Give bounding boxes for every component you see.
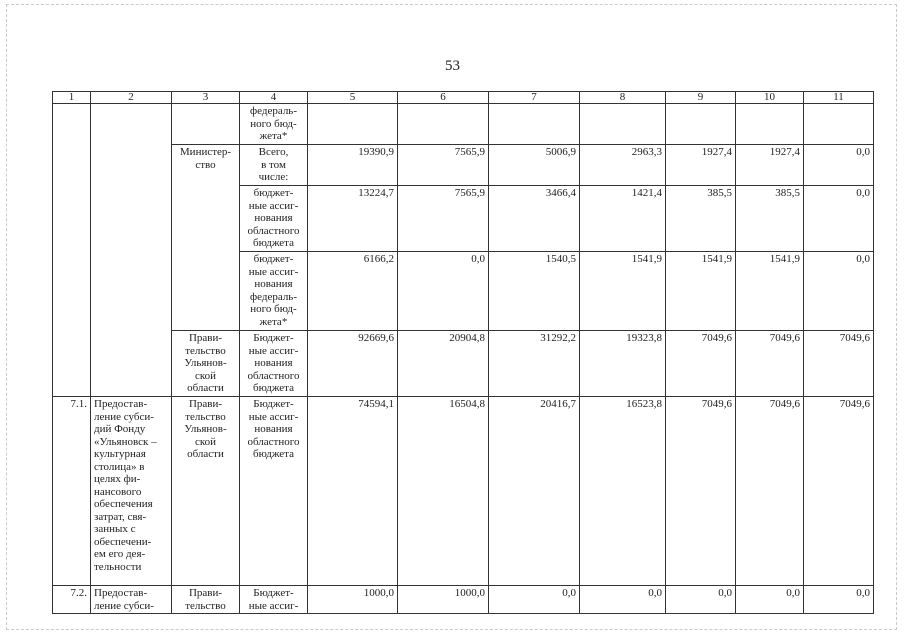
column-header: 5 — [308, 92, 398, 104]
value-cell: 0,0 — [804, 252, 874, 331]
value-cell: 92669,6 — [308, 331, 398, 397]
column-header-row — [53, 92, 874, 104]
executor-cell: Прави- тельство Ульянов- ской области — [172, 397, 240, 586]
value-cell: 7049,6 — [736, 331, 804, 397]
value-cell: 7049,6 — [666, 397, 736, 586]
column-header: 10 — [736, 92, 804, 104]
value-cell: 20416,7 — [489, 397, 580, 586]
value-cell: 1541,9 — [666, 252, 736, 331]
funding-source-cell: федераль- ного бюд- жета* — [240, 104, 308, 145]
column-header: 6 — [398, 92, 489, 104]
item-name-cell: Предостав- ление субси- — [91, 586, 172, 614]
funding-source-cell: бюджет- ные ассиг- нования областного бюджета — [240, 186, 308, 252]
value-cell: 0,0 — [489, 586, 580, 614]
value-cell: 1927,4 — [666, 145, 736, 186]
page-number: 53 — [445, 58, 460, 74]
value-cell: 16504,8 — [398, 397, 489, 586]
value-cell — [308, 104, 398, 145]
executor-cell: Прави- тельство — [172, 586, 240, 614]
value-cell: 16523,8 — [580, 397, 666, 586]
value-cell: 19323,8 — [580, 331, 666, 397]
value-cell: 20904,8 — [398, 331, 489, 397]
item-number-cell: 7.2. — [53, 586, 91, 614]
value-cell: 0,0 — [736, 586, 804, 614]
executor-cell: Министер- ство — [172, 145, 240, 331]
funding-source-cell: Бюджет- ные ассиг- нования областного бюджета — [240, 397, 308, 586]
value-cell: 0,0 — [580, 586, 666, 614]
value-cell: 13224,7 — [308, 186, 398, 252]
value-cell: 19390,9 — [308, 145, 398, 186]
value-cell: 74594,1 — [308, 397, 398, 586]
column-header: 11 — [804, 92, 874, 104]
column-header: 2 — [91, 92, 172, 104]
value-cell: 1421,4 — [580, 186, 666, 252]
value-cell — [666, 104, 736, 145]
value-cell — [489, 104, 580, 145]
value-cell: 3466,4 — [489, 186, 580, 252]
funding-source-cell: Всего, в том числе: — [240, 145, 308, 186]
value-cell: 7049,6 — [736, 397, 804, 586]
funding-source-cell: Бюджет- ные ассиг- нования областного бюджета — [240, 331, 308, 397]
value-cell: 7565,9 — [398, 145, 489, 186]
executor-cell: Прави- тельство Ульянов- ской области — [172, 331, 240, 397]
value-cell: 7049,6 — [804, 397, 874, 586]
item-number-cell — [53, 104, 91, 397]
item-name-cell: Предостав- ление субси- дий Фонду «Ульяновск – культурная столица» в целях фи- нансового обеспечения затрат, свя- занных с обеспечени- ем его дея- тельности — [91, 397, 172, 586]
value-cell: 1000,0 — [308, 586, 398, 614]
value-cell: 31292,2 — [489, 331, 580, 397]
column-header: 8 — [580, 92, 666, 104]
value-cell: 0,0 — [804, 586, 874, 614]
value-cell — [736, 104, 804, 145]
value-cell: 5006,9 — [489, 145, 580, 186]
table-row — [53, 586, 874, 614]
budget-table — [52, 91, 874, 614]
value-cell: 1541,9 — [736, 252, 804, 331]
value-cell — [804, 104, 874, 145]
column-header: 4 — [240, 92, 308, 104]
value-cell — [398, 104, 489, 145]
value-cell: 1927,4 — [736, 145, 804, 186]
value-cell: 6166,2 — [308, 252, 398, 331]
value-cell: 1000,0 — [398, 586, 489, 614]
value-cell: 0,0 — [804, 186, 874, 252]
table-row — [53, 331, 874, 397]
value-cell: 0,0 — [666, 586, 736, 614]
column-header: 1 — [53, 92, 91, 104]
column-header: 3 — [172, 92, 240, 104]
value-cell: 7565,9 — [398, 186, 489, 252]
value-cell: 1541,9 — [580, 252, 666, 331]
value-cell: 0,0 — [398, 252, 489, 331]
item-number-cell: 7.1. — [53, 397, 91, 586]
table-row — [53, 104, 874, 145]
table-row — [53, 145, 874, 186]
value-cell: 7049,6 — [804, 331, 874, 397]
column-header: 7 — [489, 92, 580, 104]
value-cell: 7049,6 — [666, 331, 736, 397]
funding-source-cell: бюджет- ные ассиг- нования федераль- ного бюд- жета* — [240, 252, 308, 331]
value-cell: 385,5 — [736, 186, 804, 252]
value-cell: 385,5 — [666, 186, 736, 252]
table-row — [53, 397, 874, 586]
executor-cell — [172, 104, 240, 145]
value-cell: 1540,5 — [489, 252, 580, 331]
column-header: 9 — [666, 92, 736, 104]
value-cell: 0,0 — [804, 145, 874, 186]
funding-source-cell: Бюджет- ные ассиг- — [240, 586, 308, 614]
value-cell — [580, 104, 666, 145]
item-name-cell — [91, 104, 172, 397]
value-cell: 2963,3 — [580, 145, 666, 186]
